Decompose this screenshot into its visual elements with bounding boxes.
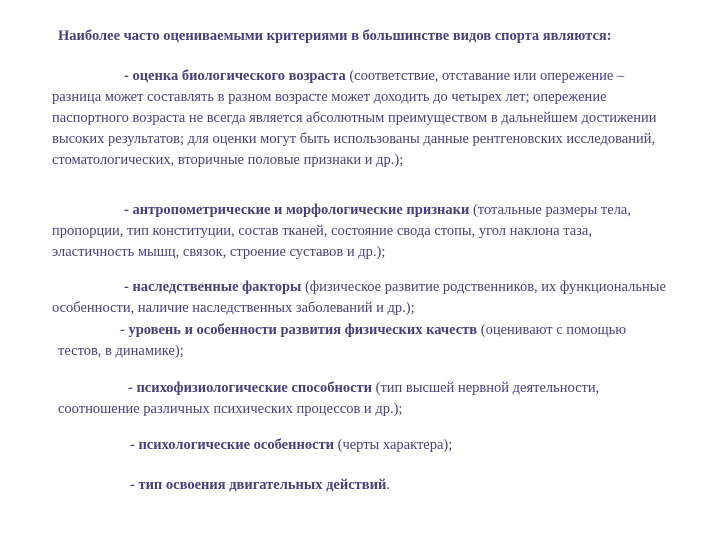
criterion-description: (тотальные размеры тела, пропорции, тип конституции, состав тканей, состояние свода стопы, угол наклона таза, эластичность мышц, связок, строение суставов и др.); bbox=[52, 202, 631, 260]
criterion-description: (черты характера); bbox=[333, 437, 453, 453]
criterion-term: - психологические особенности bbox=[130, 437, 334, 453]
criterion-biological-age bbox=[52, 66, 674, 171]
criterion-anthropometric bbox=[52, 200, 674, 263]
criterion-term: - уровень и особенности развития физических качеств bbox=[120, 322, 478, 338]
criterion-description: (соответствие, отставание или опережение – разница может составлять в разном возрасте может доходить до четырех лет; опережение паспортного возраста не всегда является абсолютным преимуществом в дальнейшем достижении высоких результатов; для оценки могут быть использованы данные рентгеновских исследований, стоматологических, вторичные половые признаки и др.); bbox=[52, 68, 657, 168]
criterion-physical-qualities bbox=[58, 320, 670, 362]
criterion-term: - тип освоения двигательных действий bbox=[130, 477, 387, 493]
criterion-term: - антропометрические и морфологические признаки bbox=[124, 202, 470, 218]
criterion-hereditary bbox=[52, 277, 674, 319]
criterion-psychological bbox=[130, 435, 690, 456]
criterion-term: - оценка биологического возраста bbox=[124, 68, 346, 84]
criterion-description: (оценивают с помощью тестов, в динамике); bbox=[58, 322, 627, 359]
criterion-description: (тип высшей нервной деятельности, соотношение различных психических процессов и др.); bbox=[58, 380, 600, 417]
criterion-term: - психофизиологические способности bbox=[128, 380, 372, 396]
criterion-term: - наследственные факторы bbox=[124, 279, 302, 295]
criterion-description: (физическое развитие родственников, их функциональные особенности, наличие наследственных заболеваний и др.); bbox=[52, 279, 666, 316]
criterion-description: . bbox=[386, 477, 390, 493]
criterion-motor-learning bbox=[130, 475, 690, 496]
slide-title: Наиболее часто оцениваемыми критериями в большинстве видов спорта являются: bbox=[58, 28, 612, 44]
criterion-psychophysiological bbox=[58, 378, 670, 420]
